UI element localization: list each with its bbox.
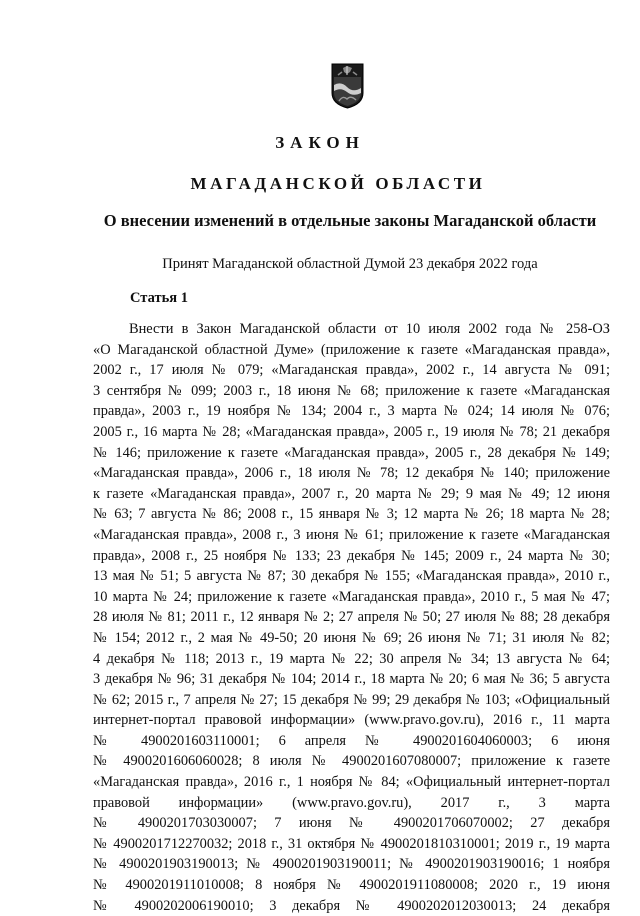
text-line: 2002 г., 17 июля № 079; «Магаданская правда», 2002 г., 14 августа № 091; [93,362,610,379]
text-line: № 4900201703030007; 7 июня № 4900201706070002; 27 декабря [93,815,610,832]
text-line: правда», 2003 г., 19 ноября № 134; 2004 г., 3 марта № 024; 14 июля № 076; [93,403,610,420]
text-line: 10 марта № 24; приложение к газете «Магаданская правда», 2010 г., 5 мая № 47; [93,588,610,605]
text-line: 13 мая № 51; 5 августа № 87; 30 декабря № 155; «Магаданская правда», 2010 г., [93,568,610,585]
text-line: «Магаданская правда», 2006 г., 18 июля № 78; 12 декабря № 140; приложение [93,465,610,482]
text-line: № 63; 7 августа № 86; 2008 г., 15 января № 3; 12 марта № 26; 18 марта № 28; [93,506,610,523]
text-line: правда», 2008 г., 25 ноября № 133; 23 декабря № 145; 2009 г., 24 марта № 30; [93,547,610,564]
law-subject-title: О внесении изменений в отдельные законы Магаданской области [103,211,597,230]
text-line: «О Магаданской областной Думе» (приложение к газете «Магаданская правда», [93,341,610,358]
text-line: Внести в Закон Магаданской области от 10 июля 2002 года № 258-ОЗ [129,321,610,337]
adoption-date-line: Принят Магаданской областной Думой 23 декабря 2022 года [162,256,538,272]
article-heading: Статья 1 [130,290,188,306]
magadan-region-coat-of-arms-icon [331,63,364,109]
text-line: 3 декабря № 96; 31 декабря № 104; 2014 г., 18 марта № 20; 6 мая № 36; 5 августа [93,671,610,688]
text-line: № 4900201603110001; 6 апреля № 4900201604060003; 6 июня [93,732,610,749]
text-line: интернет-портал правовой информации» (www.pravo.gov.ru), 2016 г., 11 марта [93,712,610,729]
text-line: 4 декабря № 118; 2013 г., 19 марта № 22; 30 апреля № 34; 13 августа № 64; [93,650,610,667]
text-line: 28 июля № 81; 2011 г., 12 января № 2; 27 апреля № 50; 27 июля № 88; 28 декабря [93,609,610,626]
text-line: 2005 г., 16 марта № 28; «Магаданская правда», 2005 г., 19 июля № 78; 21 декабря [93,423,610,440]
text-line: № 146; приложение к газете «Магаданская правда», 2005 г., 28 декабря № 149; [93,444,610,461]
text-line: № 62; 2015 г., 7 апреля № 27; 15 декабря № 99; 29 декабря № 103; «Официальный [93,691,610,708]
region-title: МАГАДАНСКОЙ ОБЛАСТИ [190,174,486,193]
text-line: № 4900201712270032; 2018 г., 31 октября № 4900201810310001; 2019 г., 19 марта [93,835,610,852]
article-body-text [93,319,610,916]
text-line: № 4900201911010008; 8 ноября № 4900201911080008; 2020 г., 19 июня [93,877,610,894]
text-line: № 4900202006190010; 3 декабря № 4900202012030013; 24 декабря [93,897,610,914]
text-line: № 4900201606060028; 8 июля № 4900201607080007; приложение к газете [93,753,610,770]
text-line: к газете «Магаданская правда», 2007 г., 20 марта № 29; 9 мая № 49; 12 июня [93,485,610,502]
text-line: «Магаданская правда», 2008 г., 3 июня № 61; приложение к газете «Магаданская [93,526,610,543]
text-line: «Магаданская правда», 2016 г., 1 ноября № 84; «Официальный интернет-портал [93,774,610,791]
text-line: № 154; 2012 г., 2 мая № 49-50; 20 июня № 69; 26 июня № 71; 31 июля № 82; [93,629,610,646]
law-title: ЗАКОН [275,133,365,152]
text-line: № 4900201903190013; № 4900201903190011; № 4900201903190016; 1 ноября [93,856,610,873]
text-line: 3 сентября № 099; 2003 г., 18 июня № 68; приложение к газете «Магаданская [93,382,610,399]
text-line: правовой информации» (www.pravo.gov.ru), 2017 г., 3 марта [93,794,610,811]
